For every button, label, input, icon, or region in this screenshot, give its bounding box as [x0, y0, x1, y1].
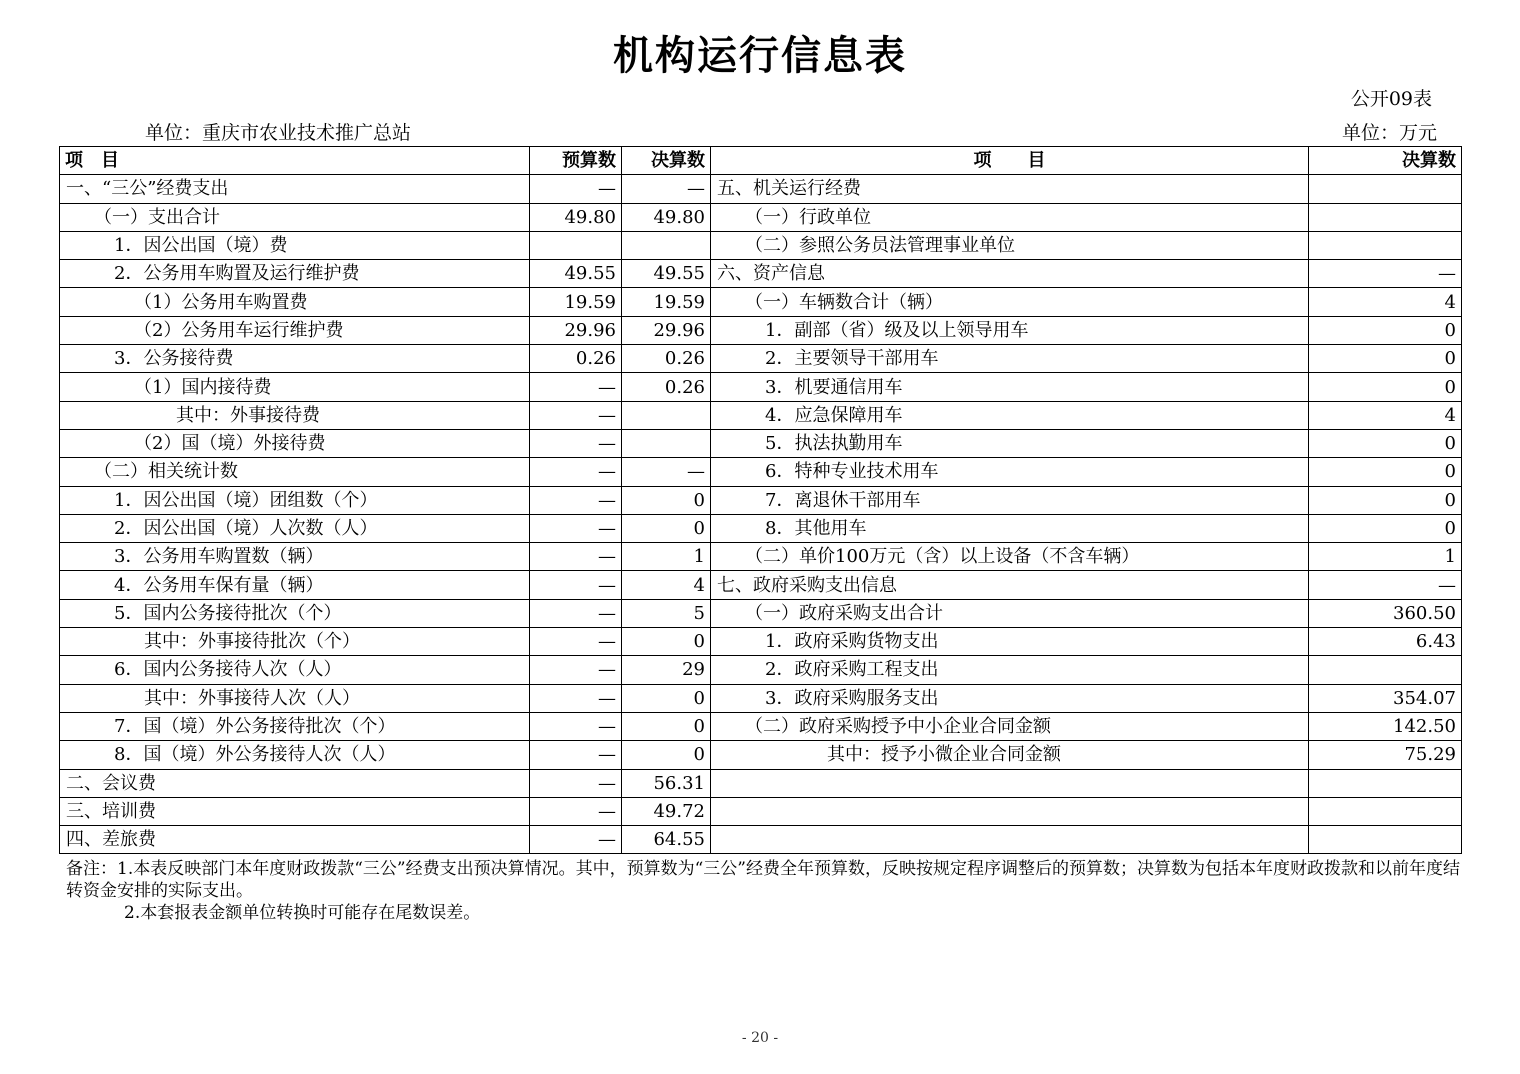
left-item-label: 其中：外事接待费	[60, 401, 530, 429]
left-item-label: （2）国（境）外接待费	[60, 429, 530, 457]
right-item-label: （一）行政单位	[711, 203, 1309, 231]
budget-value: —	[530, 429, 622, 457]
final-value-right: 0	[1309, 345, 1462, 373]
table-row	[60, 656, 1462, 684]
right-item-label: 5．执法执勤用车	[711, 429, 1309, 457]
table-row	[60, 260, 1462, 288]
left-item-label: 4．公务用车保有量（辆）	[60, 571, 530, 599]
final-value-right: 0	[1309, 429, 1462, 457]
right-item-label: （二）参照公务员法管理事业单位	[711, 231, 1309, 259]
final-value-right: 6.43	[1309, 628, 1462, 656]
right-item-label: 3．政府采购服务支出	[711, 684, 1309, 712]
final-value-left: 0.26	[622, 373, 711, 401]
final-value-right: 360.50	[1309, 599, 1462, 627]
right-item-label: 3．机要通信用车	[711, 373, 1309, 401]
final-value-left: 0.26	[622, 345, 711, 373]
final-value-left: 64.55	[622, 826, 711, 854]
budget-value: 0.26	[530, 345, 622, 373]
right-item-label: 1．副部（省）级及以上领导用车	[711, 316, 1309, 344]
budget-value: —	[530, 543, 622, 571]
budget-value: —	[530, 656, 622, 684]
budget-value: 49.80	[530, 203, 622, 231]
final-value-right: —	[1309, 260, 1462, 288]
final-value-left: —	[622, 458, 711, 486]
budget-value: —	[530, 797, 622, 825]
final-value-left	[622, 231, 711, 259]
table-row	[60, 571, 1462, 599]
table-row	[60, 599, 1462, 627]
page-number: - 20 -	[741, 1030, 779, 1046]
budget-value: —	[530, 514, 622, 542]
budget-value: —	[530, 175, 622, 203]
left-item-label: 8．国（境）外公务接待人次（人）	[60, 741, 530, 769]
final-value-left: 5	[622, 599, 711, 627]
final-value-left: 4	[622, 571, 711, 599]
final-value-left: 0	[622, 712, 711, 740]
left-item-label: 其中：外事接待批次（个）	[60, 628, 530, 656]
budget-value: —	[530, 684, 622, 712]
final-value-left: —	[622, 175, 711, 203]
header-final-right: 决算数	[1309, 147, 1462, 175]
table-row	[60, 543, 1462, 571]
final-value-left: 29	[622, 656, 711, 684]
left-item-label: （1）国内接待费	[60, 373, 530, 401]
final-value-right: 354.07	[1309, 684, 1462, 712]
right-item-label: 1．政府采购货物支出	[711, 628, 1309, 656]
right-item-label: （一）车辆数合计（辆）	[711, 288, 1309, 316]
budget-value: —	[530, 599, 622, 627]
right-item-label	[711, 797, 1309, 825]
budget-value: —	[530, 486, 622, 514]
table-row	[60, 486, 1462, 514]
budget-value: —	[530, 628, 622, 656]
right-item-label: 六、资产信息	[711, 260, 1309, 288]
final-value-right	[1309, 656, 1462, 684]
header-budget: 预算数	[530, 147, 622, 175]
table-row	[60, 826, 1462, 854]
final-value-left: 19.59	[622, 288, 711, 316]
budget-value: —	[530, 712, 622, 740]
final-value-right	[1309, 826, 1462, 854]
notes	[66, 858, 1461, 924]
final-value-left: 49.55	[622, 260, 711, 288]
final-value-left	[622, 401, 711, 429]
table-row	[60, 458, 1462, 486]
right-item-label: 2．政府采购工程支出	[711, 656, 1309, 684]
left-item-label: 三、培训费	[60, 797, 530, 825]
right-item-label: 五、机关运行经费	[711, 175, 1309, 203]
table-row	[60, 628, 1462, 656]
right-item-label	[711, 769, 1309, 797]
final-value-right	[1309, 175, 1462, 203]
page-title: 机构运行信息表	[613, 33, 907, 79]
budget-value: 49.55	[530, 260, 622, 288]
table-row	[60, 345, 1462, 373]
final-value-right: 0	[1309, 316, 1462, 344]
note-line-2: 2.本套报表金额单位转换时可能存在尾数误差。	[124, 903, 481, 923]
budget-value: 29.96	[530, 316, 622, 344]
final-value-right: 0	[1309, 373, 1462, 401]
final-value-right: 142.50	[1309, 712, 1462, 740]
table-row	[60, 684, 1462, 712]
left-item-label: 2．公务用车购置及运行维护费	[60, 260, 530, 288]
final-value-left: 0	[622, 684, 711, 712]
final-value-left: 0	[622, 486, 711, 514]
left-item-label: （1）公务用车购置费	[60, 288, 530, 316]
budget-value: —	[530, 401, 622, 429]
left-item-label: 四、差旅费	[60, 826, 530, 854]
right-item-label: （二）单价100万元（含）以上设备（不含车辆）	[711, 543, 1309, 571]
table-row	[60, 797, 1462, 825]
right-item-label: 2．主要领导干部用车	[711, 345, 1309, 373]
final-value-left: 0	[622, 741, 711, 769]
info-table	[59, 146, 1462, 854]
budget-value: —	[530, 741, 622, 769]
right-item-label: （二）政府采购授予中小企业合同金额	[711, 712, 1309, 740]
final-value-right: 75.29	[1309, 741, 1462, 769]
right-item-label: 其中：授予小微企业合同金额	[711, 741, 1309, 769]
right-item-label: 6．特种专业技术用车	[711, 458, 1309, 486]
final-value-right: 0	[1309, 514, 1462, 542]
budget-value: —	[530, 373, 622, 401]
left-item-label: 2．因公出国（境）人次数（人）	[60, 514, 530, 542]
header-item-left: 项 目	[60, 147, 530, 175]
budget-value	[530, 231, 622, 259]
final-value-left: 0	[622, 514, 711, 542]
left-item-label: 3．公务用车购置数（辆）	[60, 543, 530, 571]
final-value-left	[622, 429, 711, 457]
final-value-left: 56.31	[622, 769, 711, 797]
final-value-right: 4	[1309, 401, 1462, 429]
final-value-right	[1309, 769, 1462, 797]
table-row	[60, 288, 1462, 316]
final-value-left: 49.80	[622, 203, 711, 231]
table-row	[60, 203, 1462, 231]
table-row	[60, 231, 1462, 259]
left-item-label: （二）相关统计数	[60, 458, 530, 486]
right-item-label: （一）政府采购支出合计	[711, 599, 1309, 627]
left-item-label: （一）支出合计	[60, 203, 530, 231]
left-item-label: 一、“三公”经费支出	[60, 175, 530, 203]
table-header-row	[60, 147, 1462, 175]
left-item-label: 其中：外事接待人次（人）	[60, 684, 530, 712]
header-final-left: 决算数	[622, 147, 711, 175]
table-row	[60, 741, 1462, 769]
final-value-right	[1309, 797, 1462, 825]
currency-unit: 单位：万元	[1341, 122, 1437, 144]
final-value-right	[1309, 203, 1462, 231]
table-row	[60, 373, 1462, 401]
budget-value: —	[530, 458, 622, 486]
left-item-label: 6．国内公务接待人次（人）	[60, 656, 530, 684]
final-value-left: 1	[622, 543, 711, 571]
budget-value: —	[530, 826, 622, 854]
final-value-left: 29.96	[622, 316, 711, 344]
left-item-label: （2）公务用车运行维护费	[60, 316, 530, 344]
right-item-label: 8．其他用车	[711, 514, 1309, 542]
right-item-label: 7．离退休干部用车	[711, 486, 1309, 514]
table-row	[60, 175, 1462, 203]
header-item-right: 项 目	[711, 147, 1309, 175]
budget-value: —	[530, 769, 622, 797]
table-row	[60, 769, 1462, 797]
note-line-1: 备注：1.本表反映部门本年度财政拨款“三公”经费支出预决算情况。其中，预算数为“三公”经费全年预算数，反映按规定程序调整后的预算数；决算数为包括本年度财政拨款和以前年度结转资金安排的实际支出。	[66, 859, 1460, 901]
budget-value: —	[530, 571, 622, 599]
final-value-left: 49.72	[622, 797, 711, 825]
left-item-label: 5．国内公务接待批次（个）	[60, 599, 530, 627]
left-item-label: 1．因公出国（境）团组数（个）	[60, 486, 530, 514]
table-row	[60, 401, 1462, 429]
table-row	[60, 712, 1462, 740]
table-row	[60, 514, 1462, 542]
table-row	[60, 429, 1462, 457]
right-item-label: 4．应急保障用车	[711, 401, 1309, 429]
table-row	[60, 316, 1462, 344]
final-value-right: 0	[1309, 486, 1462, 514]
organization-unit: 单位：重庆市农业技术推广总站	[145, 122, 412, 144]
final-value-right	[1309, 231, 1462, 259]
final-value-right: 0	[1309, 458, 1462, 486]
left-item-label: 7．国（境）外公务接待批次（个）	[60, 712, 530, 740]
left-item-label: 3．公务接待费	[60, 345, 530, 373]
left-item-label: 1．因公出国（境）费	[60, 231, 530, 259]
final-value-left: 0	[622, 628, 711, 656]
right-item-label	[711, 826, 1309, 854]
final-value-right: 1	[1309, 543, 1462, 571]
form-number: 公开09表	[1350, 88, 1432, 110]
left-item-label: 二、会议费	[60, 769, 530, 797]
final-value-right: —	[1309, 571, 1462, 599]
final-value-right: 4	[1309, 288, 1462, 316]
budget-value: 19.59	[530, 288, 622, 316]
right-item-label: 七、政府采购支出信息	[711, 571, 1309, 599]
